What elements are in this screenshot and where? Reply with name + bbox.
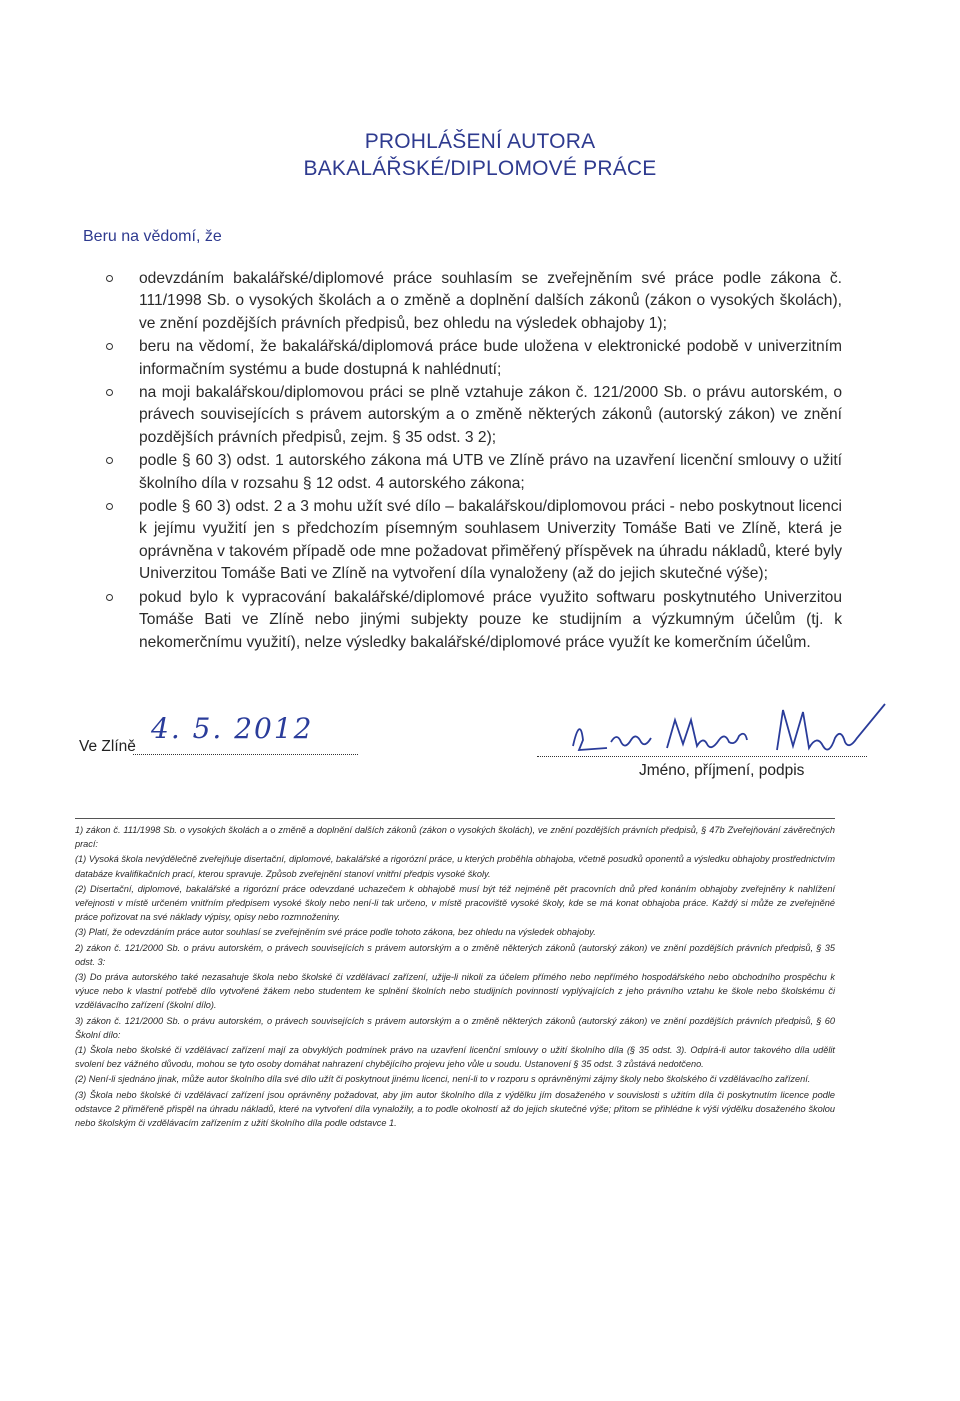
list-item xyxy=(102,450,842,495)
item-text: beru na vědomí, že bakalářská/diplomová práce bude uložena v elektronické podobě v univerzitním informačním systému a bude dostupná k nahlédnutí; xyxy=(139,338,842,378)
bullet-icon xyxy=(106,457,113,464)
handwritten-signature xyxy=(567,702,897,762)
item-text: pokud bylo k vypracování bakalářské/diplomové práce využito softwaru poskytnutého Univerzitou Tomáše Bati ve Zlíně nebo jinými subjekty pouze ke studijním a výzkumným účelům (tj. k nekomerčnímu využití), nelze výsledky bakalářské/diplomové práce využít ke komerčním účelům. xyxy=(139,588,842,651)
list-item xyxy=(102,268,842,335)
list-item xyxy=(102,382,842,449)
item-text: odevzdáním bakalářské/diplomové práce souhlasím se zveřejněním své práce podle zákona č. 111/1998 Sb. o vysokých školách a o změně a doplnění dalších zákonů (zákon o vysokých školách), ve znění pozdějších právních předpisů, bez ohledu na výsledek obhajoby 1); xyxy=(139,270,842,332)
place-label: Ve Zlíně xyxy=(79,738,136,755)
footnote: (3) Do práva autorského také nezasahuje škola nebo školské či vzdělávací zařízení, užije-li nikoli za účelem přímého nebo nepřímého hospodářského nebo obchodního prospěchu k výuce nebo k vlastní potřebě dílo vytvořené žákem nebo studentem ke splnění školních nebo studijních povinností vyplývajících z jeho právního vztahu ke škole nebo školskému či vzdělávacího zařízení (školní dílo). xyxy=(75,972,835,1011)
footnote: (1) Škola nebo školské či vzdělávací zařízení mají za obvyklých podmínek právo na uzavření licenční smlouvy o užití školního díla (§ 35 odst. 3). Odpírá-li autor takového díla udělit svolení bez vážného důvodu, mohou se tyto osoby domáhat nahrazení chybějícího projevu jeho vůle u soudu. Ustanovení § 35 odst. 3 zůstává nedotčeno. xyxy=(75,1045,835,1070)
footnote: 1) zákon č. 111/1998 Sb. o vysokých školách a o změně a doplnění dalších zákonů (zákon o vysokých školách), ve znění pozdějších právních předpisů, § 47b Zveřejňování závěrečných prací: xyxy=(75,825,835,850)
list-item xyxy=(102,336,842,381)
footnote: (2) Není-li sjednáno jinak, může autor školního díla své dílo užít či poskytnout jinému licenci, není-li to v rozporu s oprávněnými zájmy školy nebo školského či vzdělávacího zařízení. xyxy=(75,1074,811,1085)
bullet-icon xyxy=(106,389,113,396)
item-text: na moji bakalářskou/diplomovou práci se plně vztahuje zákon č. 121/2000 Sb. o právu autorském, o právech souvisejících s právem autorským a o změně některých zákonů (autorský zákon) ve znění pozdějších právních předpisů, zejm. § 35 odst. 3 2); xyxy=(139,384,842,446)
bullet-icon xyxy=(106,275,113,282)
intro-text: Beru na vědomí, že xyxy=(83,228,222,245)
declaration-list xyxy=(102,268,842,655)
footnote: (3) Platí, že odevzdáním práce autor souhlasí se zveřejněním své práce podle tohoto zákona, bez ohledu na výsledek obhajoby. xyxy=(75,927,596,938)
bullet-icon xyxy=(106,343,113,350)
handwritten-date: 4. 5. 2012 xyxy=(151,712,314,745)
list-item xyxy=(102,496,842,586)
signature-row xyxy=(79,710,879,790)
list-item xyxy=(102,587,842,654)
footnote: (3) Škola nebo školské či vzdělávací zařízení jsou oprávněny požadovat, aby jim autor školního díla z výdělku jím dosaženého v souvislosti s užitím díla či poskytnutím licence podle odstavce 2 přiměřeně přispěl na úhradu nákladů, které na vytvoření díla vynaložily, a to podle okolností až do jejich skutečné výše; přitom se přihlédne k výši výdělku dosaženého školou nebo školským či vzdělávacím zařízením z užití školního díla podle odstavce 1. xyxy=(75,1089,835,1129)
footnotes xyxy=(75,818,835,1131)
bullet-icon xyxy=(106,594,113,601)
footnote: 3) zákon č. 121/2000 Sb. o právu autorském, o právech souvisejících s právem autorským a o změně některých zákonů (autorský zákon) ve znění pozdějších právních předpisů, § 60 Školní dílo: xyxy=(75,1015,835,1040)
footnote: (2) Disertační, diplomové, bakalářské a rigorózní práce odevzdané uchazečem k obhajobě musí být též nejméně pět pracovních dnů před konáním obhajoby zveřejněny k nahlížení veřejnosti v místě určeném vnitřním předpisem vysoké školy nebo není-li tak určeno, v místě pracoviště vysoké školy, kde se má konat obhajoba práce. Každý si může ze zveřejněné práce pořizovat na své náklady výpisy, opisy nebo rozmnoženiny. xyxy=(75,883,835,923)
footnote: 2) zákon č. 121/2000 Sb. o právu autorském, o právech souvisejících s právem autorským a o změně některých zákonů (autorský zákon) ve znění pozdějších právních předpisů, § 35 odst. 3: xyxy=(75,942,835,967)
footnote: (1) Vysoká škola nevýdělečně zveřejňuje disertační, diplomové, bakalářské a rigorózní práce, u kterých proběhla obhajoba, včetně posudků oponentů a výsledku obhajoby prostřednictvím databáze kvalifikačních prací, kterou spravuje. Způsob zveřejnění stanoví vnitřní předpis vysoké školy. xyxy=(75,854,835,879)
bullet-icon xyxy=(106,503,113,510)
item-text: podle § 60 3) odst. 1 autorského zákona má UTB ve Zlíně právo na uzavření licenční smlouvy o užití školního díla v rozsahu § 12 odst. 4 autorského zákona; xyxy=(139,452,842,492)
signature-caption: Jméno, příjmení, podpis xyxy=(639,762,805,779)
item-text: podle § 60 3) odst. 2 a 3 mohu užít své dílo – bakalářskou/diplomovou práci - nebo poskytnout licenci k jejímu využití jen s předchozím písemným souhlasem Univerzity Tomáše Bati ve Zlíně, která je oprávněna v takovém případě ode mne požadovat přiměřený příspěvek na úhradu nákladů, které byly Univerzitou Tomáše Bati ve Zlíně na vytvoření díla vynaloženy (až do jejich skutečné výše); xyxy=(139,498,842,583)
page-title: PROHLÁŠENÍ AUTORA xyxy=(364,130,596,153)
page-subtitle: BAKALÁŘSKÉ/DIPLOMOVÉ PRÁCE xyxy=(303,157,657,180)
